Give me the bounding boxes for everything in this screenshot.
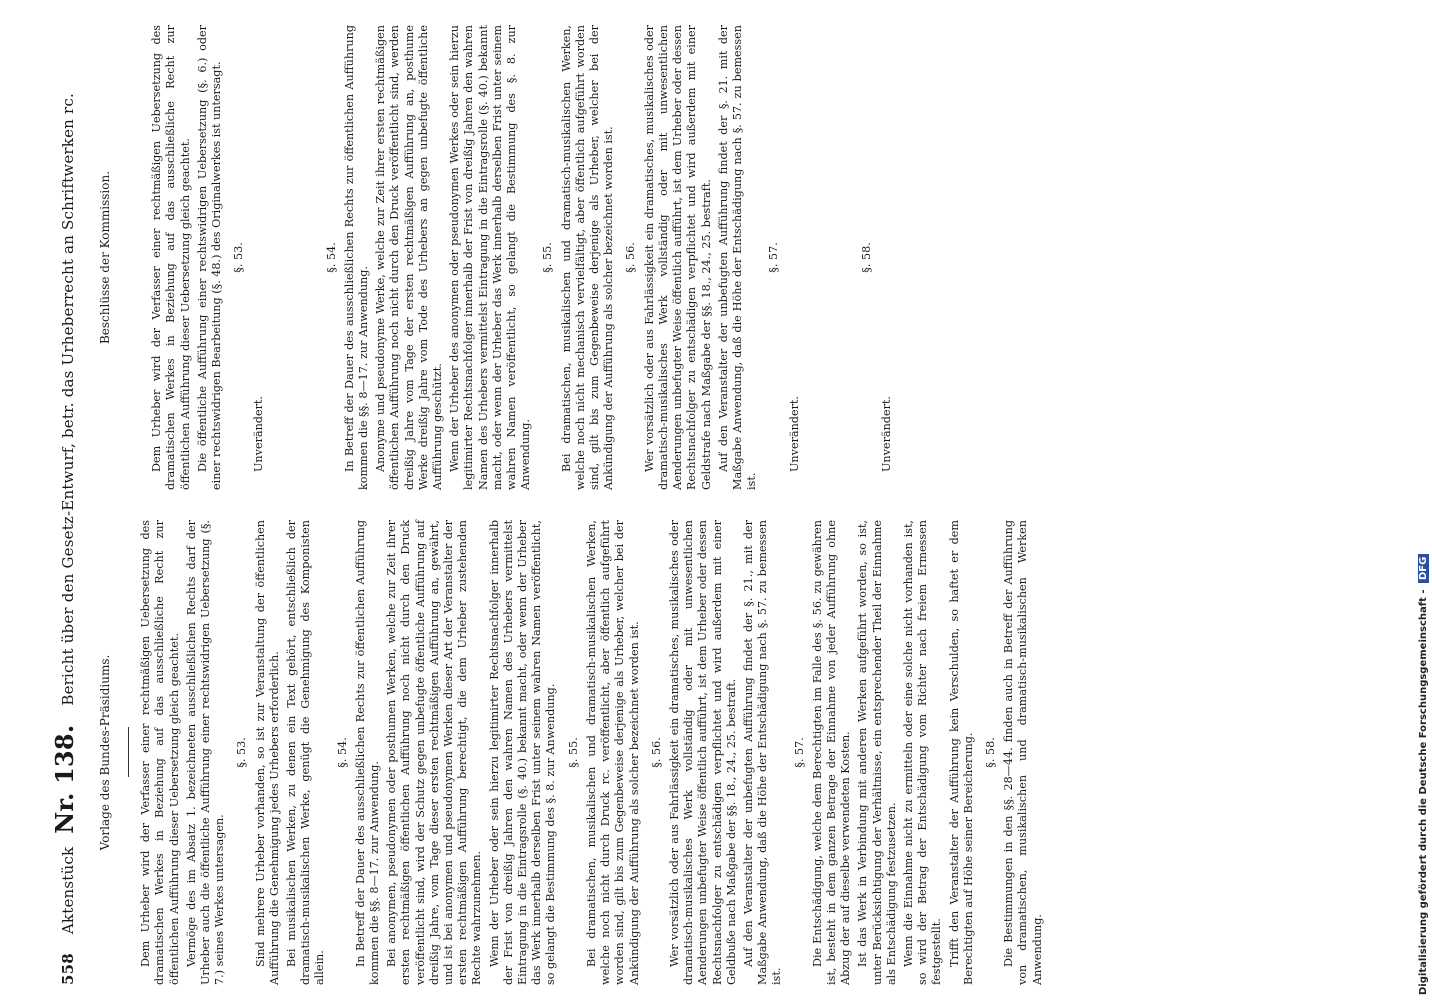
paragraph: Anonyme und pseudonyme Werke, welche zur Zeit ihrer ersten rechtmäßigen öffentlichen Aufführung noch nicht durch den Druck veröffentlicht sind, werden dreißig Jahre vom Tage der ersten rechtmäßigen Aufführung an, posthume Werke dreißig Jahre vom Tode des Urhebers an gegen unbefugte öffentliche Aufführung geschützt. [374,25,445,490]
left-column-presidium-draft [98,520,1048,985]
section-heading: §. 54. [324,242,338,273]
paragraph: Wenn der Urheber des anonymen oder pseudonymen Werkes oder sein hierzu legitimirter Rechtsnachfolger innerhalb der Frist von dreißig Jahren den wahren Namen des Urhebers vermittelst Eintragung in die Eintragsrolle (§. 40.) bekannt macht, oder wenn der Urheber das Werk innerhalb derselben Frist unter seinem wahren Namen veröffentlicht, so gelangt die Bestimmung des §. 8. zur Anwendung. [448,25,533,490]
section-heading: §. 55. [541,242,555,273]
heading-divider [128,728,129,778]
paragraph: Wer vorsätzlich oder aus Fahrlässigkeit ein dramatisches, musikalisches oder dramatisch-musikalisches Werk vollständig oder mit unwesentlichen Aenderungen unbefugter Weise öffentlich aufführt, ist dem Urheber oder dessen Rechtsnachfolger zu entschädigen verpflichtet und wird außerdem mit einer Geldbuße nach Maßgabe der §§. 18., 24., 25. bestraft. [667,520,738,985]
unchanged-note: Unverändert. [787,396,801,472]
paragraph: Bei anonymen, pseudonymen oder posthumen Werken, welche zur Zeit ihrer ersten rechtmäßigen öffentlichen Aufführung noch nicht durch den Druck veröffentlicht sind, wird der Schutz gegen unbefugte öffentliche Aufführung auf dreißig Jahre, vom Tage dieser ersten rechtmäßigen Aufführung an, gewährt, und ist bei anonymen und pseudonymen Werken dieser Art der Veranstalter der ersten rechtmäßigen Aufführung berechtigt, die dem Urheber zustehenden Rechte wahrzunehmen. [385,520,484,985]
section-heading: §. 57. [767,242,781,273]
paragraph: Bei musikalischen Werken, zu denen ein Text gehört, entschließlich der dramatisch-musikalischen Werke, genügt die Genehmigung des Komponisten allein. [285,520,327,985]
section-heading: §. 58. [859,242,873,273]
section-heading: §. 56. [649,737,663,768]
paragraph: Sind mehrere Urheber vorhanden, so ist zur Veranstaltung der öffentlichen Aufführung die Genehmigung jedes Urhebers erforderlich. [253,520,281,985]
paragraph: Bei dramatischen, musikalischen und dramatisch-musikalischen Werken, welche noch nicht durch Druck rc. veröffentlicht, aber öffentlich aufgeführt worden sind, gilt bis zum Gegenbeweise derjenige als Urheber, welcher bei der Ankündigung der Aufführung als solcher bezeichnet worden ist. [584,520,641,985]
paragraph: Die Entschädigung, welche dem Berechtigten im Falle des §. 56. zu gewähren ist, besteht in dem ganzen Betrage der Einnahme von jeder Aufführung ohne Abzug der auf dieselbe verwendeten Kosten. [810,520,853,985]
paragraph: Die öffentliche Aufführung einer rechtswidrigen Uebersetzung (§. 6.) oder einer rechtswidrigen Bearbeitung (§. 48.) des Originalwerkes ist untersagt. [195,25,224,490]
paragraph: Wer vorsätzlich oder aus Fahrlässigkeit ein dramatisches, musikalisches oder dramatisch-musikalisches Werk vollständig oder mit unwesentlichen Aenderungen unbefugter Weise öffentlich aufführt, ist dem Urheber oder dessen Rechtsnachfolger zu entschädigen verpflichtet und wird außerdem mit einer Geldstrafe nach Maßgabe der §§. 18., 24., 25. bestraft. [642,25,713,490]
left-column-heading: Vorlage des Bundes-Präsidiums. [98,654,112,851]
footer-text: Digitalisierung gefördert durch die Deutsche Forschungsgemeinschaft - [1418,589,1429,995]
doc-label: Aktenstück [59,846,77,935]
paragraph: Vermöge des im Absatz 1. bezeichneten ausschließlichen Rechts darf der Urheber auch die öffentliche Aufführung einer rechtswidrigen Uebersetzung (§. 7.) seines Werkes untersagen. [184,520,227,985]
right-column-commission-decisions [98,25,904,490]
paragraph: Trifft den Veranstalter der Aufführung kein Verschulden, so haftet er dem Berechtigten auf Höhe seiner Bereicherung. [947,520,975,985]
paragraph: Auf den Veranstalter der unbefugten Aufführung findet der §. 21., mit der Maßgabe Anwendung, daß die Höhe der Entschädigung nach §. 57. zu bemessen ist. [741,520,784,985]
dfg-logo: DFG [1418,554,1429,583]
document-title: Bericht über den Gesetz-Entwurf, betr. das Urheberrecht an Schriftwerken rc. [59,93,77,706]
unchanged-note: Unverändert. [252,396,266,472]
document-number: Nr. 138. [50,724,79,834]
section-heading: §. 53. [235,737,249,768]
paragraph: In Betreff der Dauer des ausschließlichen Rechts zur öffentlichen Aufführung kommen die §§. 8—17. zur Anwendung. [342,25,371,490]
paragraph: Ist das Werk in Verbindung mit anderen Werken aufgeführt worden, so ist, unter Berücksichtigung der Verhältnisse, ein entsprechender Theil der Einnahme als Entschädigung festzusetzen. [856,520,898,985]
section-heading: §. 56. [624,242,638,273]
page-header [50,25,84,985]
paragraph: Wenn der Urheber oder sein hierzu legitimirter Rechtsnachfolger innerhalb der Frist von dreißig Jahren den wahren Namen des Urhebers vermittelst Eintragung in die Eintragsrolle (§. 40.) bekannt macht, oder wenn der Urheber das Werk innerhalb derselben Frist unter seinem wahren Namen veröffentlicht, so gelangt die Bestimmung des §. 8. zur Anwendung. [487,520,558,985]
page-number: 558 [59,953,77,985]
section-heading: §. 53. [232,242,246,273]
right-column-heading: Beschlüsse der Kommission. [98,170,112,345]
section-heading: §. 57. [792,737,806,768]
paragraph: Auf den Veranstalter der unbefugten Aufführung findet der §. 21. mit der Maßgabe Anwendung, daß die Höhe der Entschädigung nach §. 57. zu bemessen ist. [716,25,759,490]
section-heading: §. 58. [983,737,997,768]
document-page [50,25,1410,985]
section-heading: §. 55. [566,737,580,768]
paragraph: Bei dramatischen, musikalischen und dramatisch-musikalischen Werken, welche noch nicht mechanisch vervielfältigt, aber öffentlich aufgeführt worden sind, gilt bis zum Gegenbeweise derjenige als Urheber, welcher bei der Ankündigung der Aufführung als solcher bezeichnet worden ist. [559,25,616,490]
paragraph: Dem Urheber wird der Verfasser einer rechtmäßigen Uebersetzung des dramatischen Werkes in Beziehung auf das ausschließliche Recht zur öffentlichen Aufführung dieser Uebersetzung gleich geachtet. [139,520,181,985]
paragraph: Die Bestimmungen in den §§. 28—44. finden auch in Betreff der Aufführung von dramatischen, musikalischen und dramatisch-musikalischen Werken Anwendung. [1002,520,1044,985]
paragraph: Wenn die Einnahme nicht zu ermitteln oder eine solche nicht vorhanden ist, so wird der Betrag der Entschädigung vom Richter nach freiem Ermessen festgestellt. [901,520,944,985]
unchanged-note: Unverändert. [879,396,893,472]
paragraph: Dem Urheber wird der Verfasser einer rechtmäßigen Uebersetzung des dramatischen Werkes in Beziehung auf das ausschließliche Recht zur öffentlichen Aufführung dieser Uebersetzung gleich geachtet. [150,25,192,490]
section-heading: §. 54. [335,737,349,768]
paragraph: In Betreff der Dauer des ausschließlichen Rechts zur öffentlichen Aufführung kommen die §§. 8—17. zur Anwendung. [353,520,382,985]
digitization-footer [1418,554,1429,995]
